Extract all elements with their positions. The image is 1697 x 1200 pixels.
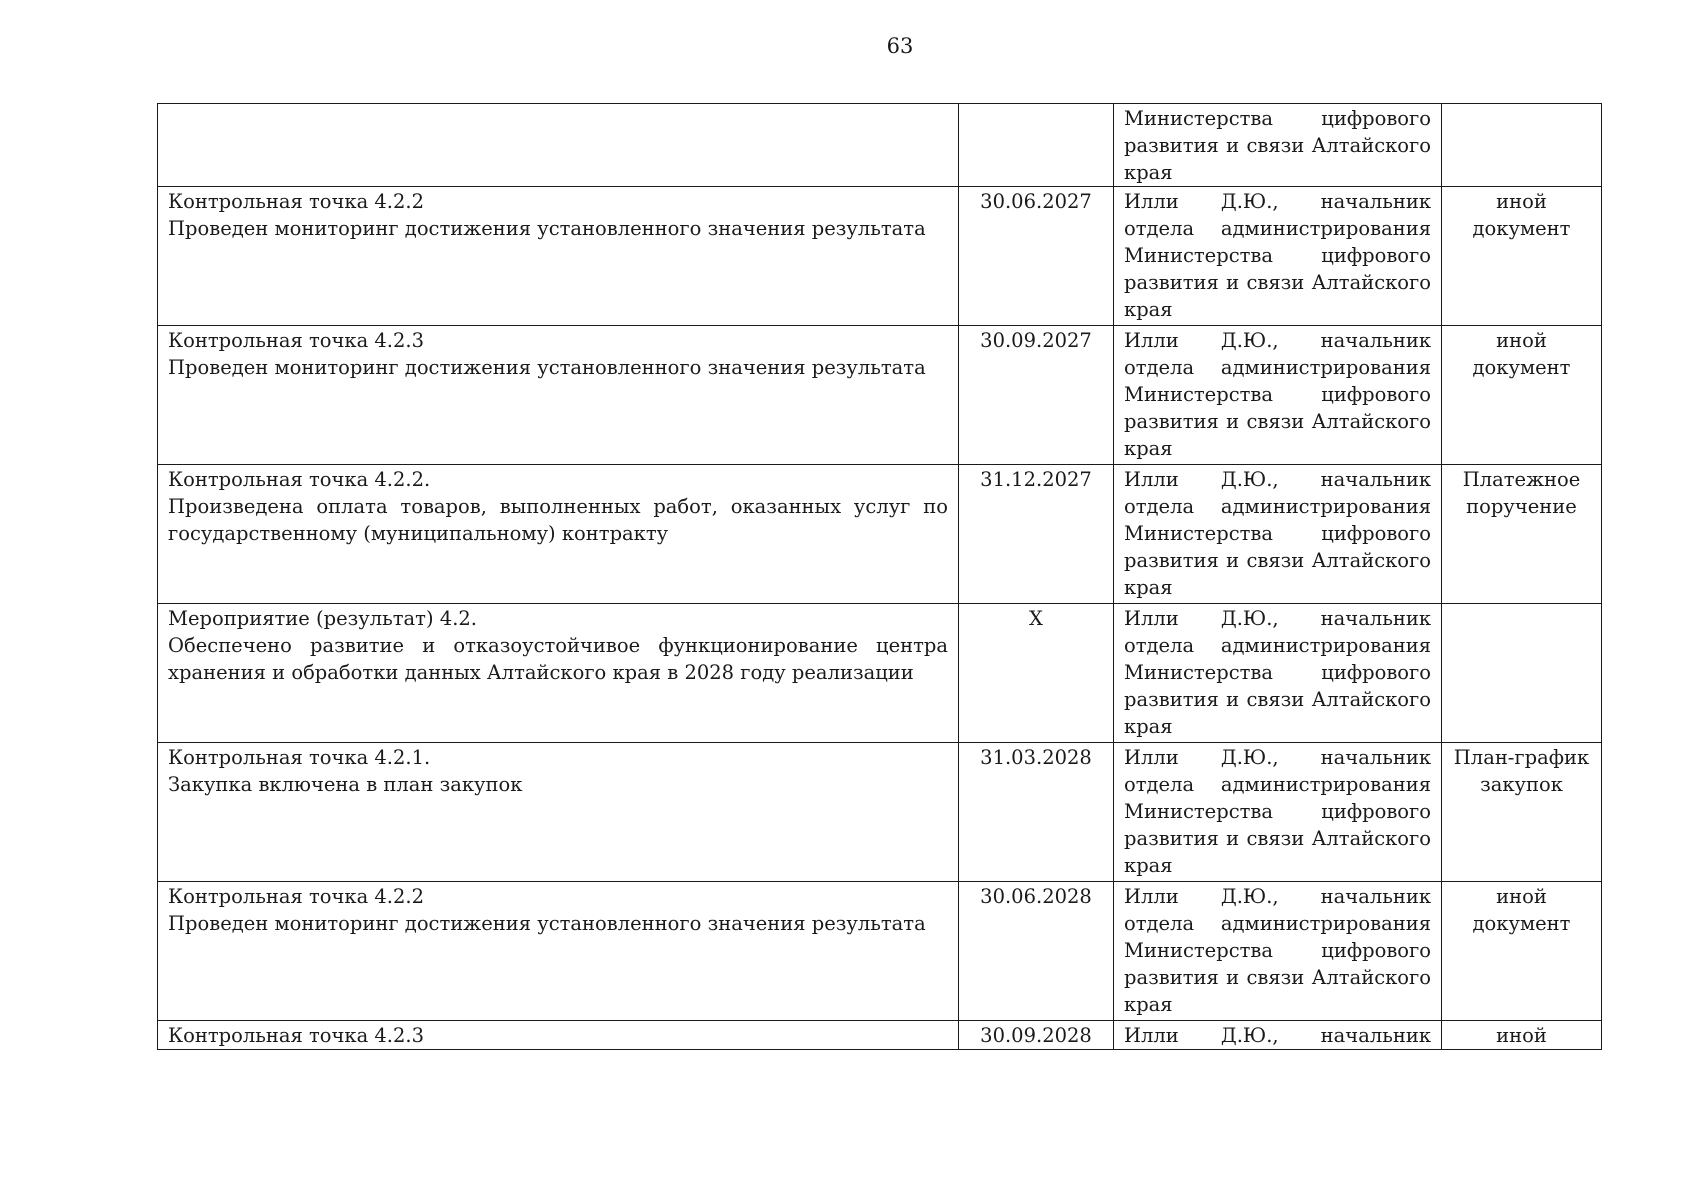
responsible-line: Министерства цифрового <box>1124 107 1431 130</box>
task-description: Закупка включена в план закупок <box>168 773 523 796</box>
table-row <box>158 465 1602 604</box>
table-row <box>158 104 1602 187</box>
responsible-line: края <box>1124 715 1173 738</box>
schedule-table <box>157 103 1602 1050</box>
task-title: Мероприятие (результат) 4.2. <box>168 607 477 630</box>
task-title: Контрольная точка 4.2.1. <box>168 746 431 769</box>
task-title: Контрольная точка 4.2.2 <box>168 190 425 213</box>
table-row <box>158 743 1602 882</box>
responsible-cell <box>1114 1021 1442 1050</box>
task-description: Проведен мониторинг достижения установленного значения результата <box>168 912 926 935</box>
responsible-line: отдела администрирования <box>1124 634 1431 657</box>
task-cell <box>158 604 959 743</box>
responsible-cell <box>1114 604 1442 743</box>
responsible-line: развития и связи Алтайского <box>1124 827 1431 850</box>
date-cell: 30.09.2028 <box>959 1021 1114 1050</box>
date-cell: 31.03.2028 <box>959 743 1114 882</box>
task-description: Обеспечено развитие и отказоустойчивое функционирование центра хранения и обработки данных Алтайского края в 2028 году реализации <box>168 634 948 684</box>
responsible-line: развития и связи Алтайского <box>1124 271 1431 294</box>
document-cell: иной документ <box>1442 326 1602 465</box>
responsible-line: Илли Д.Ю., начальник <box>1124 329 1431 352</box>
responsible-line: Илли Д.Ю., начальник <box>1124 885 1431 908</box>
date-cell <box>959 104 1114 187</box>
responsible-line: развития и связи Алтайского <box>1124 134 1431 157</box>
date-cell: 30.06.2028 <box>959 882 1114 1021</box>
date-cell: 31.12.2027 <box>959 465 1114 604</box>
table-row <box>158 326 1602 465</box>
document-cell: иной документ <box>1442 187 1602 326</box>
responsible-line: развития и связи Алтайского <box>1124 966 1431 989</box>
task-description: Проведен мониторинг достижения установленного значения результата <box>168 356 926 379</box>
responsible-cell <box>1114 104 1442 187</box>
date-cell: 30.09.2027 <box>959 326 1114 465</box>
task-cell <box>158 326 959 465</box>
responsible-line: Министерства цифрового <box>1124 661 1431 684</box>
responsible-line: края <box>1124 576 1173 599</box>
responsible-line: края <box>1124 161 1173 184</box>
responsible-line: Илли Д.Ю., начальник <box>1124 607 1431 630</box>
responsible-line: Министерства цифрового <box>1124 939 1431 962</box>
document-cell: Платежное поручение <box>1442 465 1602 604</box>
responsible-line: отдела администрирования <box>1124 495 1431 518</box>
task-description: Проведен мониторинг достижения установленного значения результата <box>168 217 926 240</box>
document-cell <box>1442 104 1602 187</box>
responsible-line: Илли Д.Ю., начальник <box>1124 746 1431 769</box>
task-cell <box>158 1021 959 1050</box>
responsible-line: Илли Д.Ю., начальник <box>1124 468 1431 491</box>
document-cell: План-график закупок <box>1442 743 1602 882</box>
task-description: Произведена оплата товаров, выполненных работ, оказанных услуг по государственному (муниципальному) контракту <box>168 495 948 545</box>
task-title: Контрольная точка 4.2.3 <box>168 1024 425 1047</box>
document-cell <box>1442 604 1602 743</box>
task-cell <box>158 465 959 604</box>
responsible-line: развития и связи Алтайского <box>1124 410 1431 433</box>
page-number: 63 <box>886 34 914 58</box>
table-row <box>158 604 1602 743</box>
responsible-cell <box>1114 743 1442 882</box>
table-row <box>158 1021 1602 1050</box>
responsible-line: Министерства цифрового <box>1124 244 1431 267</box>
responsible-line: Илли Д.Ю., начальник <box>1124 190 1431 213</box>
task-cell <box>158 104 959 187</box>
responsible-line: Министерства цифрового <box>1124 522 1431 545</box>
responsible-line: края <box>1124 854 1173 877</box>
task-title: Контрольная точка 4.2.2 <box>168 885 425 908</box>
responsible-cell <box>1114 465 1442 604</box>
task-cell <box>158 187 959 326</box>
responsible-cell <box>1114 187 1442 326</box>
responsible-line: отдела администрирования <box>1124 356 1431 379</box>
table-row <box>158 187 1602 326</box>
responsible-line: Министерства цифрового <box>1124 800 1431 823</box>
responsible-cell <box>1114 326 1442 465</box>
responsible-line: отдела администрирования <box>1124 912 1431 935</box>
task-title: Контрольная точка 4.2.2. <box>168 468 431 491</box>
responsible-line: края <box>1124 298 1173 321</box>
responsible-line: края <box>1124 993 1173 1016</box>
responsible-line: отдела администрирования <box>1124 217 1431 240</box>
responsible-line: развития и связи Алтайского <box>1124 688 1431 711</box>
responsible-cell <box>1114 882 1442 1021</box>
responsible-line: развития и связи Алтайского <box>1124 549 1431 572</box>
responsible-line: края <box>1124 437 1173 460</box>
table-row <box>158 882 1602 1021</box>
task-cell <box>158 743 959 882</box>
date-cell: 30.06.2027 <box>959 187 1114 326</box>
task-title: Контрольная точка 4.2.3 <box>168 329 425 352</box>
responsible-line: отдела администрирования <box>1124 773 1431 796</box>
date-cell: Х <box>959 604 1114 743</box>
responsible-line: Министерства цифрового <box>1124 383 1431 406</box>
task-cell <box>158 882 959 1021</box>
document-cell: иной документ <box>1442 882 1602 1021</box>
responsible-line: Илли Д.Ю., начальник <box>1124 1024 1431 1047</box>
document-cell: иной <box>1442 1021 1602 1050</box>
